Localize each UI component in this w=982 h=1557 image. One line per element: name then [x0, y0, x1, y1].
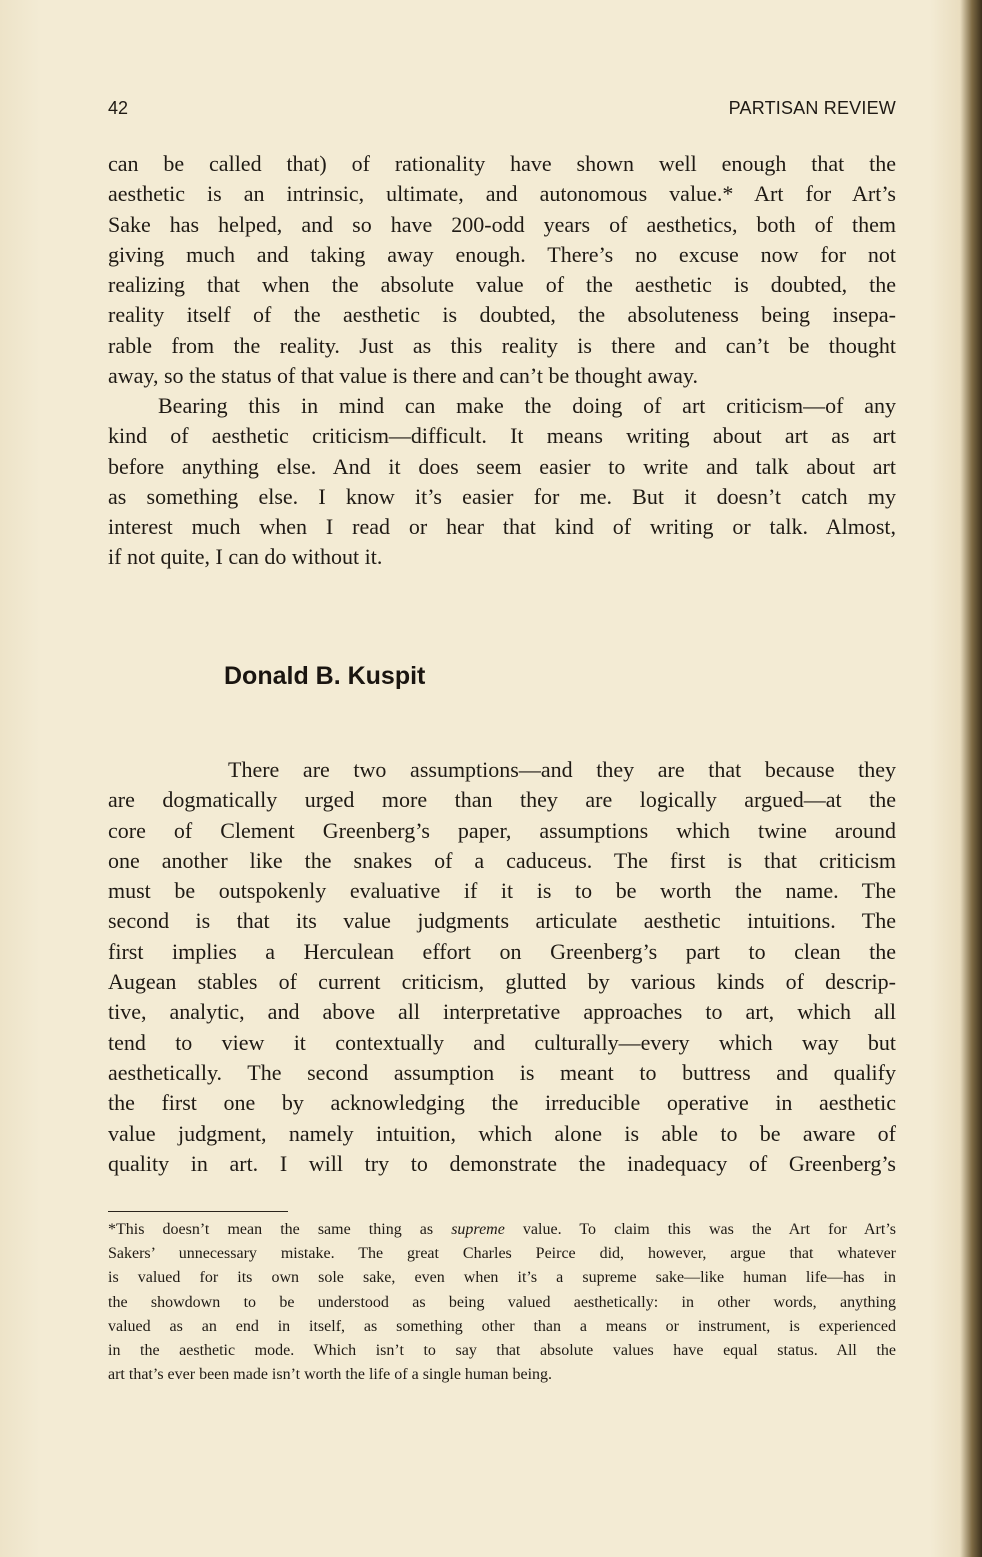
- text-line: giving much and taking away enough. There’s no excuse now for not: [108, 241, 896, 267]
- text-line: the first one by acknowledging the irreducible operative in aesthetic: [108, 1090, 896, 1116]
- footnote-text: *This doesn’t mean the same thing as: [108, 1221, 452, 1238]
- text-line: rable from the reality. Just as this reality is there and can’t be thought: [108, 332, 896, 358]
- paragraph: [108, 755, 896, 1179]
- footnote-line: valued as an end in itself, as something other than a means or instrument, is experienced: [108, 1317, 896, 1335]
- text-line: tive, analytic, and above all interpretative approaches to art, which all: [108, 999, 896, 1025]
- text-line: kind of aesthetic criticism—difficult. It means writing about art as art: [108, 423, 896, 449]
- text-line: if not quite, I can do without it.: [108, 544, 383, 570]
- text-line: reality itself of the aesthetic is doubted, the absoluteness being insepa-: [108, 302, 896, 328]
- text-line: are dogmatically urged more than they are logically argued—at the: [108, 787, 896, 813]
- text-line: quality in art. I will try to demonstrate the inadequacy of Greenberg’s: [108, 1150, 896, 1176]
- text-line: aesthetically. The second assumption is meant to buttress and qualify: [108, 1059, 896, 1085]
- text-line: Bearing this in mind can make the doing of art criticism—of any: [158, 393, 896, 418]
- text-line: can be called that) of rationality have shown well enough that the: [108, 151, 896, 176]
- footnote-emphasis: supreme: [451, 1221, 505, 1238]
- text-line: away, so the status of that value is there and can’t be thought away.: [108, 363, 698, 389]
- footnote-line: [108, 1218, 896, 1242]
- text-line: aesthetic is an intrinsic, ultimate, and autonomous value.* Art for Art’s: [108, 181, 896, 207]
- text-line: value judgment, namely intuition, which alone is able to be aware of: [108, 1120, 896, 1146]
- footnote-line: Sakers’ unnecessary mistake. The great Charles Peirce did, however, argue that whatever: [108, 1245, 896, 1263]
- footnote-text: value. To claim this was the Art for Art’s: [504, 1221, 896, 1238]
- text-line: tend to view it contextually and culturally—every which way but: [108, 1029, 896, 1055]
- text-line: as something else. I know it’s easier for me. But it doesn’t catch my: [108, 483, 896, 509]
- text-line: before anything else. And it does seem easier to write and talk about art: [108, 453, 896, 479]
- footnote-line: is valued for its own sole sake, even when it’s a supreme sake—like human life—has in: [108, 1269, 896, 1287]
- page-number: 42: [108, 98, 129, 118]
- text-line: interest much when I read or hear that kind of writing or talk. Almost,: [108, 514, 896, 540]
- footnote-rule: [108, 1211, 288, 1212]
- running-head: [108, 98, 896, 124]
- journal-title: PARTISAN REVIEW: [728, 98, 896, 118]
- footnote-line: in the aesthetic mode. Which isn’t to say that absolute values have equal status. All the: [108, 1341, 896, 1359]
- text-line: first implies a Herculean effort on Greenberg’s part to clean the: [108, 938, 896, 964]
- text-line: one another like the snakes of a caduceus. The first is that criticism: [108, 847, 896, 873]
- text-line: core of Clement Greenberg’s paper, assumptions which twine around: [108, 817, 896, 843]
- text-line: realizing that when the absolute value of the aesthetic is doubted, the: [108, 272, 896, 298]
- text-line: second is that its value judgments articulate aesthetic intuitions. The: [108, 908, 896, 934]
- paragraph: [108, 391, 896, 573]
- text-line: Sake has helped, and so have 200-odd years of aesthetics, both of them: [108, 211, 896, 237]
- paragraph-continued: [108, 149, 896, 391]
- footnote: [108, 1218, 896, 1387]
- footnote-line: art that’s ever been made isn’t worth the life of a single human being.: [108, 1366, 553, 1384]
- footnote-line: the showdown to be understood as being valued aesthetically: in other words, anything: [108, 1293, 896, 1311]
- author-heading: Donald B. Kuspit: [224, 662, 426, 690]
- text-line: Augean stables of current criticism, glutted by various kinds of descrip-: [108, 969, 896, 995]
- text-line: There are two assumptions—and they are that because they: [228, 757, 896, 782]
- text-line: must be outspokenly evaluative if it is to be worth the name. The: [108, 878, 896, 904]
